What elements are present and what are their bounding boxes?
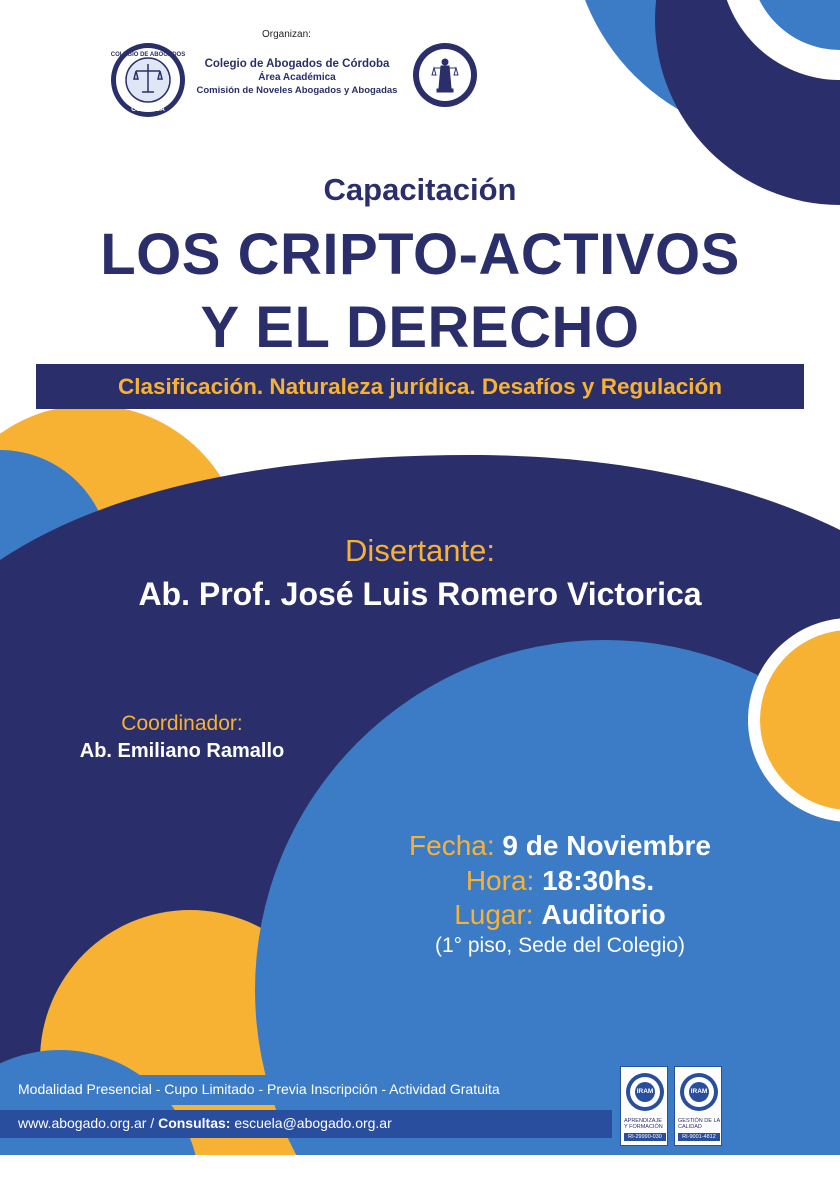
iram-number: RI-29990-030 (624, 1133, 666, 1141)
fecha-row (360, 830, 760, 862)
coordinator-name: Ab. Emiliano Ramallo (79, 740, 285, 762)
bottom-white-strip (0, 1155, 840, 1190)
comision-noveles-logo (412, 42, 478, 108)
website-link[interactable]: www.abogado.org.ar (18, 1115, 147, 1131)
logo-left-top-text: COLEGIO DE ABOGADOS (110, 52, 186, 58)
colegio-abogados-logo (110, 42, 186, 118)
iram-caption: GESTIÓN DE LA CALIDAD (678, 1118, 720, 1130)
event-title-line-2: Y EL DERECHO (200, 295, 640, 360)
speaker-name: Ab. Prof. José Luis Romero Victorica (138, 576, 702, 612)
event-kind: Capacitación (323, 172, 517, 207)
lugar-value: Auditorio (541, 899, 666, 930)
event-subtitle: Clasificación. Naturaleza jurídica. Desafíos y Regulación (118, 374, 722, 399)
iram-cert-aprendizaje (620, 1066, 668, 1146)
contact-separator: / (146, 1115, 159, 1131)
modalidad-text: Modalidad Presencial - Cupo Limitado - Previa Inscripción - Actividad Gratuita (18, 1081, 500, 1097)
event-title (0, 218, 840, 364)
coordinator-label: Coordinador: (121, 712, 243, 735)
consultas-label: Consultas: (158, 1115, 231, 1131)
org-line-1: Colegio de Abogados de Córdoba (204, 58, 390, 70)
logo-left-bottom-text: CÓRDOBA (131, 106, 165, 113)
event-title-line-1: LOS CRIPTO-ACTIVOS (100, 222, 740, 287)
fecha-label: Fecha: (409, 830, 495, 861)
fecha-value: 9 de Noviembre (502, 830, 711, 861)
iram-brand: IRAM (635, 1082, 655, 1102)
hora-label: Hora: (465, 865, 535, 896)
email-link[interactable]: escuela@abogado.org.ar (234, 1115, 392, 1131)
hora-row (360, 865, 760, 897)
iram-brand: IRAM (689, 1082, 709, 1102)
iram-cert-calidad (674, 1066, 722, 1146)
organizers-block (186, 58, 408, 97)
iram-number: RI-9001-4812 (678, 1133, 720, 1141)
lugar-label: Lugar: (454, 899, 534, 930)
contact-text (18, 1115, 392, 1131)
iram-caption: APRENDIZAJE Y FORMACIÓN (624, 1118, 663, 1130)
lugar-row (360, 899, 760, 931)
speaker-label: Disertante: (345, 533, 495, 568)
organizan-label: Organizan: (262, 29, 311, 40)
org-line-2: Área Académica (258, 72, 336, 83)
lugar-detail: (1° piso, Sede del Colegio) (434, 934, 686, 957)
hora-value: 18:30hs. (542, 865, 655, 896)
org-line-3: Comisión de Noveles Abogados y Abogadas (196, 85, 398, 96)
